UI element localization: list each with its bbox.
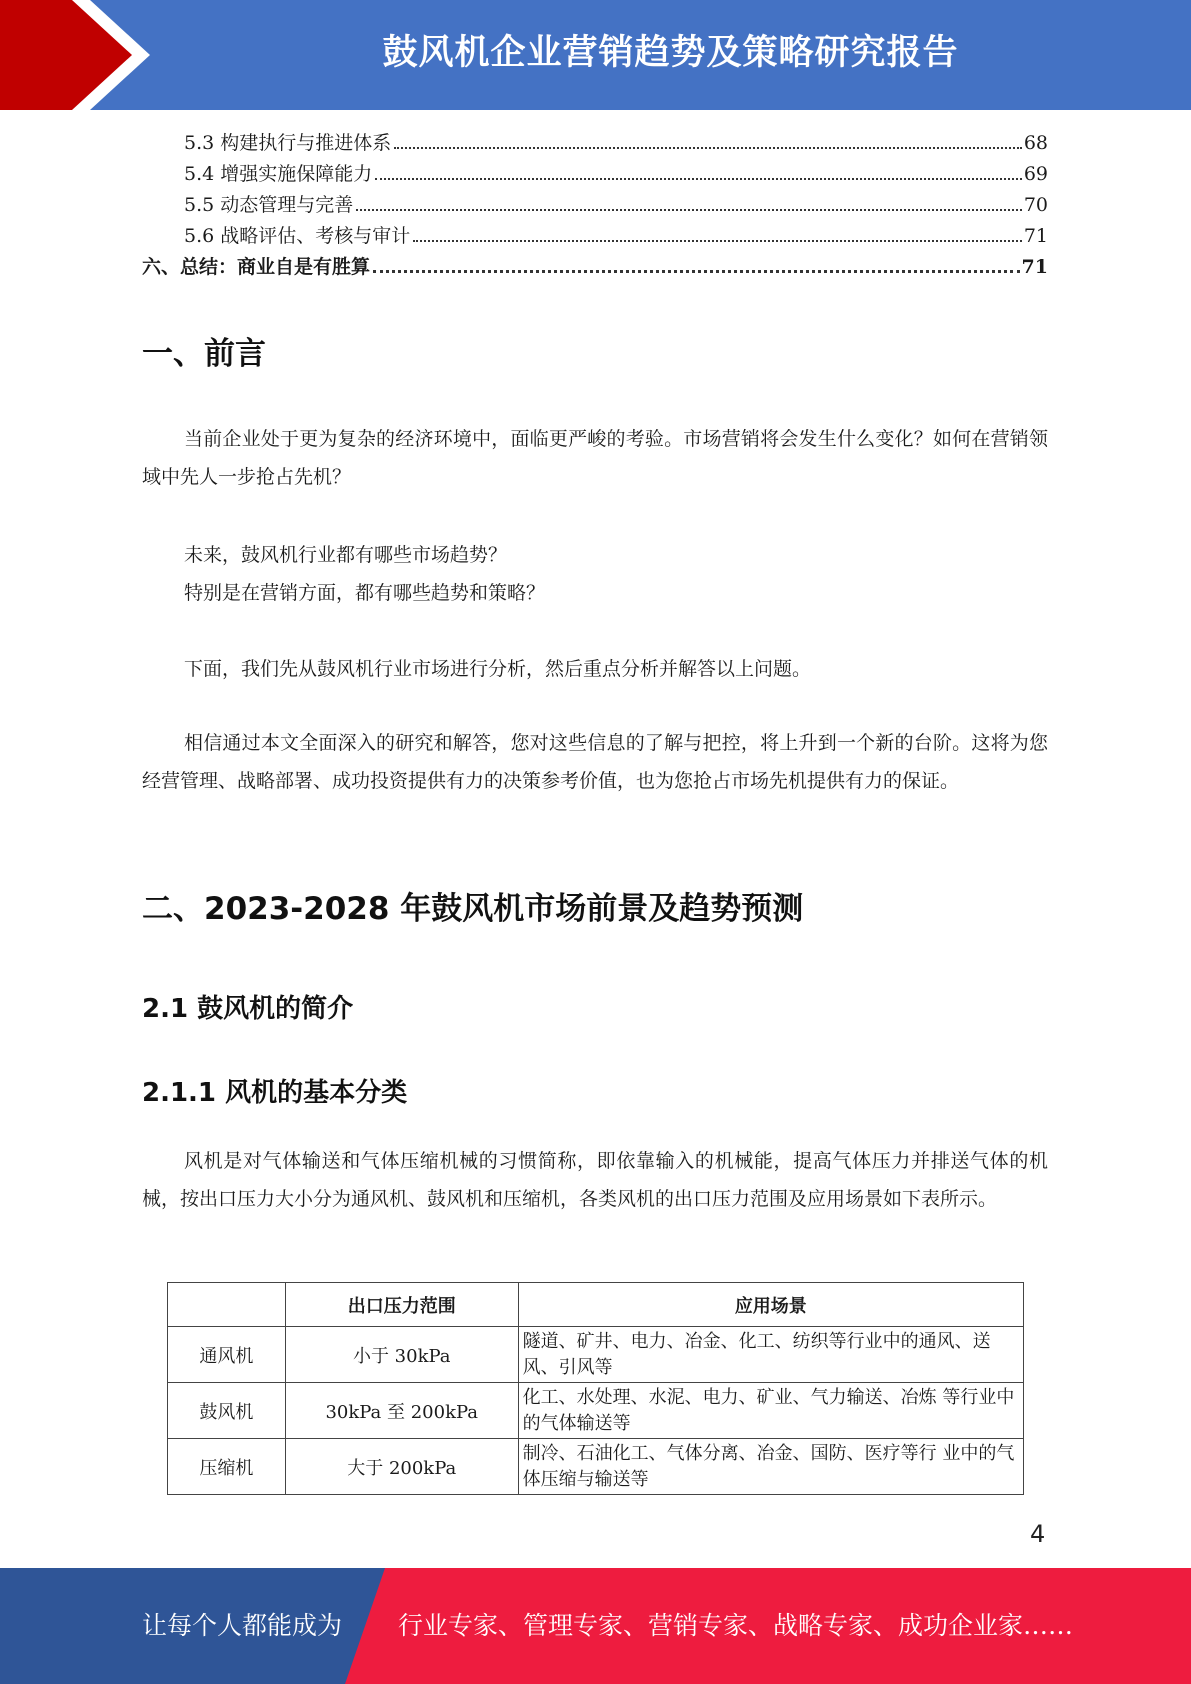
preface-question: 未来，鼓风机行业都有哪些市场趋势？ <box>184 544 508 566</box>
table-cell: 通风机 <box>168 1327 286 1383</box>
toc-entry[interactable] <box>142 128 1048 159</box>
toc-leader-dots <box>375 178 1022 180</box>
toc-entry-chapter[interactable] <box>142 252 1048 283</box>
table-cell: 鼓风机 <box>168 1383 286 1439</box>
table-row <box>168 1327 1024 1383</box>
toc-entry[interactable] <box>142 159 1048 190</box>
fan-classification-table <box>167 1282 1024 1495</box>
toc-entry-page: 68 <box>1023 132 1048 154</box>
body-paragraph: 风机是对气体输送和气体压缩机械的习惯简称，即依靠输入的机械能，提高气体压力并排送气体的机械，按出口压力大小分为通风机、鼓风机和压缩机，各类风机的出口压力范围及应用场景如下表所示。 <box>142 1150 1048 1210</box>
table-cell: 化工、水处理、水泥、电力、矿业、气力输送、冶炼 等行业中的气体输送等 <box>518 1383 1023 1439</box>
header-banner <box>0 0 1191 110</box>
toc-entry-page: 71 <box>1023 225 1048 247</box>
table-header-row <box>168 1283 1024 1327</box>
table-cell: 小于 30kPa <box>285 1327 518 1383</box>
footer-banner <box>0 1568 1191 1684</box>
subsection-heading: 2.1.1 风机的基本分类 <box>142 1078 408 1108</box>
table-header-cell: 出口压力范围 <box>285 1283 518 1327</box>
toc-entry-label: 5.5 动态管理与完善 <box>184 194 354 216</box>
footer-slogan-left: 让每个人都能成为 <box>142 1611 343 1640</box>
toc-entry-label: 5.3 构建执行与推进体系 <box>184 132 392 154</box>
toc-leader-dots <box>413 240 1022 242</box>
toc-leader-dots <box>373 270 1020 273</box>
table-header-cell: 应用场景 <box>518 1283 1023 1327</box>
table-of-contents <box>142 128 1048 283</box>
table-header-cell <box>168 1283 286 1327</box>
chapter-heading: 二、2023-2028 年鼓风机市场前景及趋势预测 <box>142 891 804 927</box>
toc-entry-page: 69 <box>1023 163 1048 185</box>
preface-paragraph: 当前企业处于更为复杂的经济环境中，面临更严峻的考验。市场营销将会发生什么变化？如何在营销领域中先人一步抢占先机？ <box>142 428 1048 488</box>
toc-leader-dots <box>356 209 1022 211</box>
report-title: 鼓风机企业营销趋势及策略研究报告 <box>382 33 959 73</box>
table-row <box>168 1383 1024 1439</box>
toc-entry-page: 70 <box>1023 194 1048 216</box>
table-cell: 压缩机 <box>168 1439 286 1495</box>
toc-entry-label: 5.4 增强实施保障能力 <box>184 163 373 185</box>
table-row <box>168 1439 1024 1495</box>
toc-entry[interactable] <box>142 190 1048 221</box>
preface-question: 特别是在营销方面，都有哪些趋势和策略？ <box>184 582 546 604</box>
toc-entry-label: 六、总结：商业自是有胜算 <box>142 256 371 278</box>
section-heading: 2.1 鼓风机的简介 <box>142 994 354 1024</box>
footer-slogan-right: 行业专家、管理专家、营销专家、战略专家、成功企业家…… <box>398 1611 1074 1640</box>
preface-paragraph: 下面，我们先从鼓风机行业市场进行分析，然后重点分析并解答以上问题。 <box>184 658 812 680</box>
table-cell: 隧道、矿井、电力、冶金、化工、纺织等行业中的通风、送风、引风等 <box>518 1327 1023 1383</box>
preface-paragraph: 相信通过本文全面深入的研究和解答，您对这些信息的了解与把控，将上升到一个新的台阶。这将为您经营管理、战略部署、成功投资提供有力的决策参考价值，也为您抢占市场先机提供有力的保证。 <box>142 732 1048 792</box>
preface-heading: 一、前言 <box>142 336 266 372</box>
toc-entry-label: 5.6 战略评估、考核与审计 <box>184 225 411 247</box>
toc-leader-dots <box>394 147 1022 149</box>
table-cell: 大于 200kPa <box>285 1439 518 1495</box>
table-cell: 30kPa 至 200kPa <box>285 1383 518 1439</box>
page-number: 4 <box>1030 1520 1046 1548</box>
toc-entry[interactable] <box>142 221 1048 252</box>
toc-entry-page: 71 <box>1021 256 1048 278</box>
table-cell: 制冷、石油化工、气体分离、冶金、国防、医疗等行 业中的气体压缩与输送等 <box>518 1439 1023 1495</box>
